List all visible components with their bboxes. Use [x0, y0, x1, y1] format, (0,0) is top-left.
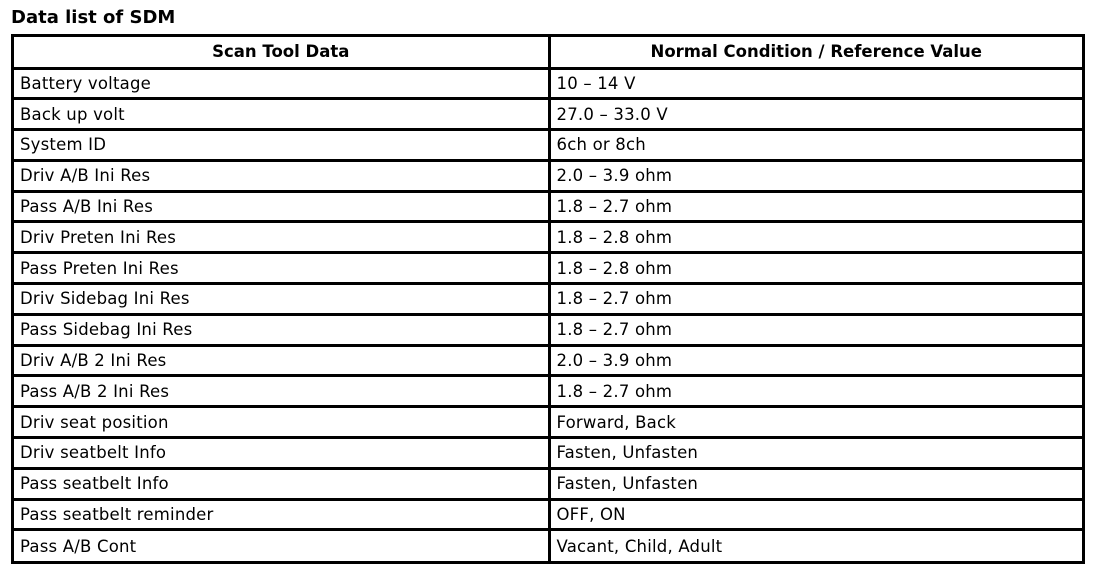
scan-tool-data-cell: Pass Sidebag Ini Res	[14, 314, 549, 345]
reference-value-cell: 6ch or 8ch	[549, 130, 1082, 161]
table-row	[14, 314, 1082, 345]
scan-tool-data-cell: Pass seatbelt reminder	[14, 499, 549, 530]
column-header-reference-value: Normal Condition / Reference Value	[549, 37, 1082, 68]
scan-tool-data-cell: Pass seatbelt Info	[14, 468, 549, 499]
scan-tool-data-cell: System ID	[14, 130, 549, 161]
reference-value-cell: Fasten, Unfasten	[549, 438, 1082, 469]
table-row	[14, 530, 1082, 561]
reference-value-cell: OFF, ON	[549, 499, 1082, 530]
table-row	[14, 438, 1082, 469]
table-body	[14, 68, 1082, 561]
scan-tool-data-cell: Pass A/B Ini Res	[14, 191, 549, 222]
table-row	[14, 160, 1082, 191]
column-header-scan-tool-data: Scan Tool Data	[14, 37, 549, 68]
table-row	[14, 191, 1082, 222]
data-table	[14, 37, 1082, 561]
reference-value-cell: 1.8 – 2.7 ohm	[549, 284, 1082, 315]
table-row	[14, 499, 1082, 530]
reference-value-cell: 10 – 14 V	[549, 68, 1082, 99]
reference-value-cell: 1.8 – 2.7 ohm	[549, 376, 1082, 407]
table-row	[14, 99, 1082, 130]
page-title: Data list of SDM	[11, 7, 176, 28]
table-row	[14, 284, 1082, 315]
table-row	[14, 68, 1082, 99]
reference-value-cell: 27.0 – 33.0 V	[549, 99, 1082, 130]
data-table-frame	[11, 34, 1085, 564]
reference-value-cell: 1.8 – 2.8 ohm	[549, 222, 1082, 253]
scan-tool-data-cell: Driv A/B Ini Res	[14, 160, 549, 191]
scan-tool-data-cell: Pass A/B Cont	[14, 530, 549, 561]
scan-tool-data-cell: Pass Preten Ini Res	[14, 253, 549, 284]
table-row	[14, 376, 1082, 407]
scan-tool-data-cell: Battery voltage	[14, 68, 549, 99]
table-row	[14, 345, 1082, 376]
table-row	[14, 468, 1082, 499]
reference-value-cell: Fasten, Unfasten	[549, 468, 1082, 499]
reference-value-cell: Forward, Back	[549, 407, 1082, 438]
table-row	[14, 222, 1082, 253]
scan-tool-data-cell: Back up volt	[14, 99, 549, 130]
reference-value-cell: 2.0 – 3.9 ohm	[549, 160, 1082, 191]
scan-tool-data-cell: Driv seat position	[14, 407, 549, 438]
scan-tool-data-cell: Driv Preten Ini Res	[14, 222, 549, 253]
reference-value-cell: 2.0 – 3.9 ohm	[549, 345, 1082, 376]
table-row	[14, 407, 1082, 438]
scan-tool-data-cell: Driv A/B 2 Ini Res	[14, 345, 549, 376]
table-row	[14, 130, 1082, 161]
table-header-row	[14, 37, 1082, 68]
scan-tool-data-cell: Driv Sidebag Ini Res	[14, 284, 549, 315]
reference-value-cell: 1.8 – 2.7 ohm	[549, 191, 1082, 222]
reference-value-cell: Vacant, Child, Adult	[549, 530, 1082, 561]
reference-value-cell: 1.8 – 2.7 ohm	[549, 314, 1082, 345]
scan-tool-data-cell: Pass A/B 2 Ini Res	[14, 376, 549, 407]
scan-tool-data-cell: Driv seatbelt Info	[14, 438, 549, 469]
reference-value-cell: 1.8 – 2.8 ohm	[549, 253, 1082, 284]
table-row	[14, 253, 1082, 284]
